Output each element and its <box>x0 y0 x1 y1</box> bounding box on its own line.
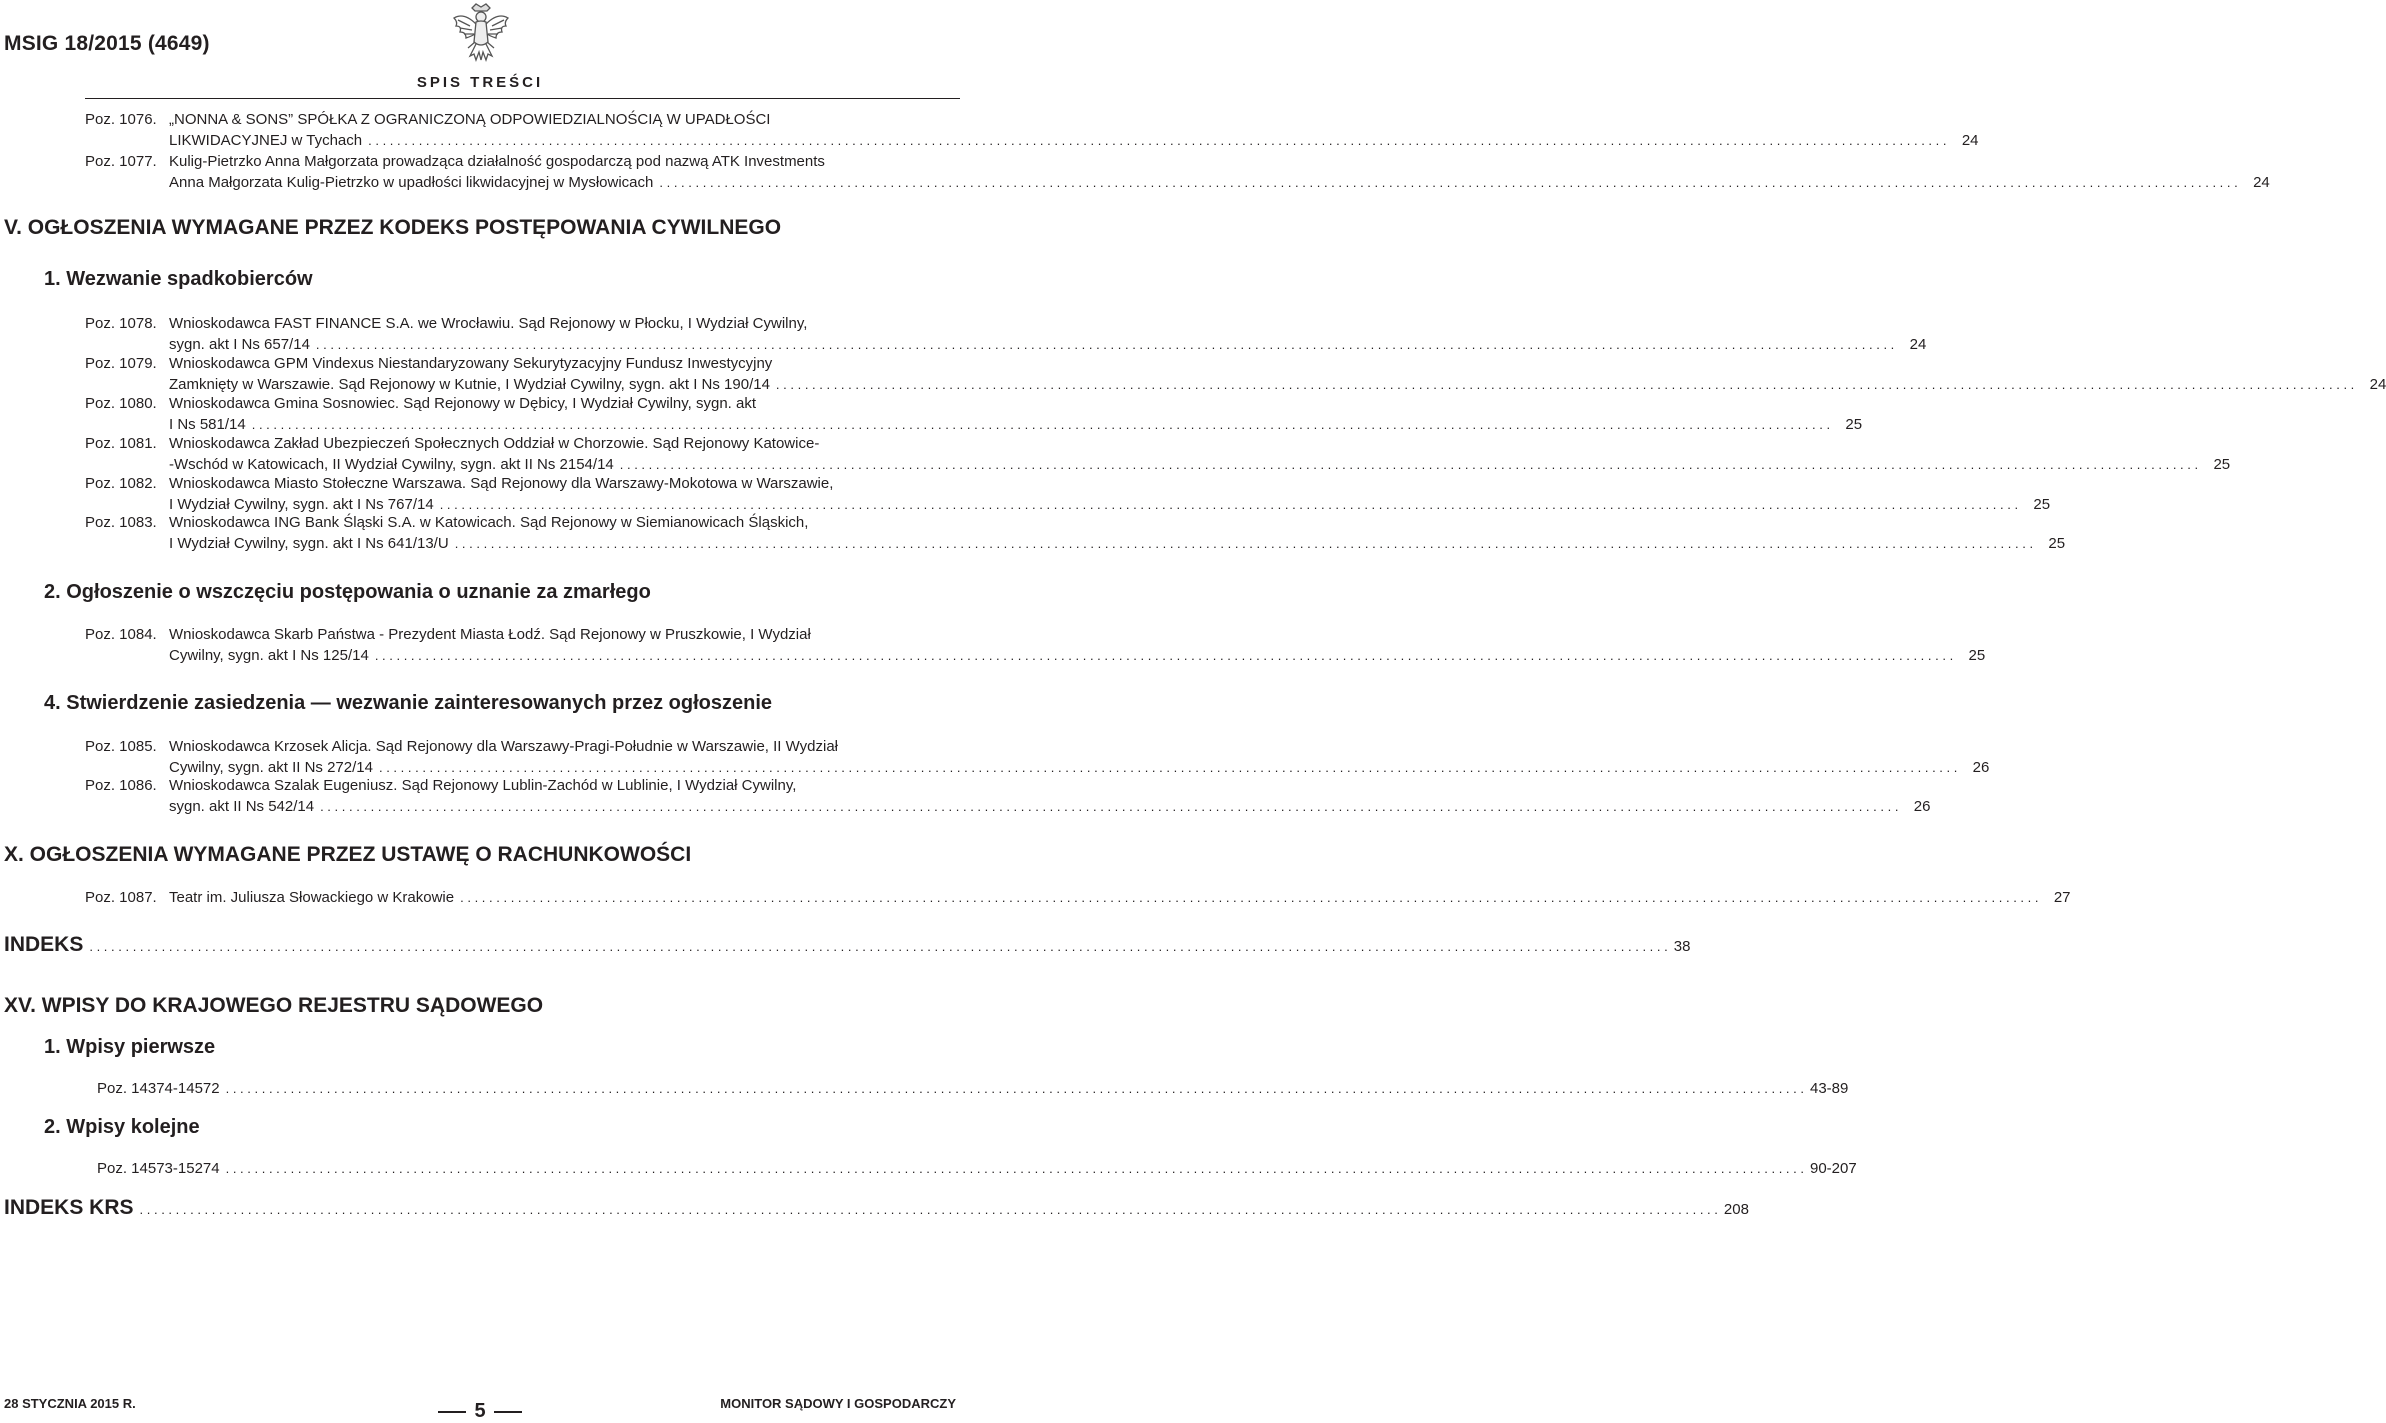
page-number: 24 <box>2369 376 2386 393</box>
toc-entry-1082[interactable] <box>85 473 2051 515</box>
leader-dots <box>140 1202 1718 1217</box>
toc-entry-1080[interactable] <box>85 393 1863 435</box>
dash-left <box>438 1411 466 1413</box>
indeks-krs-entry[interactable] <box>4 1196 1749 1220</box>
entry-text: LIKWIDACYJNEJ w Tychach <box>169 132 363 149</box>
leader-dots <box>659 172 2237 193</box>
entry-text: Wnioskodawca Gmina Sosnowiec. Sąd Rejonowy w Dębicy, I Wydział Cywilny, sygn. akt <box>169 395 757 412</box>
subsection-wezwanie-heading: 1. Wezwanie spadkobierców <box>44 268 313 290</box>
leader-dots <box>316 334 1894 355</box>
toc-entry-wpisy-pierwsze[interactable] <box>97 1078 1849 1099</box>
entry-text: Wnioskodawca ING Bank Śląski S.A. w Katowicach. Sąd Rejonowy w Siemianowicach Śląskich, <box>169 514 809 531</box>
page-number: 43-89 <box>1809 1080 1849 1097</box>
subsection-zasiedzenie-heading: 4. Stwierdzenie zasiedzenia — wezwanie zainteresowanych przez ogłoszenie <box>44 692 773 714</box>
entry-text: Wnioskodawca Skarb Państwa - Prezydent Miasta Łodź. Sąd Rejonowy w Pruszkowie, I Wydział <box>169 626 811 643</box>
leader-dots <box>252 414 1830 435</box>
entry-number: Poz. 14573-15274 <box>97 1160 220 1177</box>
entry-number: Poz. 1085. <box>85 738 157 755</box>
entry-number: Poz. 1077. <box>85 153 157 170</box>
entry-text: Wnioskodawca Zakład Ubezpieczeń Społecznych Oddział w Chorzowie. Sąd Rejonowy Katowice- <box>169 435 820 452</box>
entry-number: Poz. 1079. <box>85 355 157 372</box>
entry-text: Wnioskodawca Miasto Stołeczne Warszawa. Sąd Rejonowy dla Warszawy-Mokotowa w Warszawie, <box>169 475 834 492</box>
entry-text: I Wydział Cywilny, sygn. akt I Ns 767/14 <box>169 496 434 513</box>
leader-dots <box>89 939 1667 954</box>
entry-text: -Wschód w Katowicach, II Wydział Cywilny, sygn. akt II Ns 2154/14 <box>169 456 614 473</box>
entry-text: Wnioskodawca FAST FINANCE S.A. we Wrocławiu. Sąd Rejonowy w Płocku, I Wydział Cywilny, <box>169 315 808 332</box>
toc-entry-1084[interactable] <box>85 624 1986 666</box>
entry-text: sygn. akt I Ns 657/14 <box>169 336 310 353</box>
entry-number: Poz. 1081. <box>85 435 157 452</box>
entry-text: sygn. akt II Ns 542/14 <box>169 798 315 815</box>
publication-title: MSIG 18/2015 (4649) <box>4 32 210 55</box>
toc-entry-1078[interactable] <box>85 313 1927 355</box>
entry-text: „NONNA & SONS” SPÓŁKA Z OGRANICZONĄ ODPOWIEDZIALNOŚCIĄ W UPADŁOŚCI <box>169 111 771 128</box>
entry-text: Teatr im. Juliusza Słowackiego w Krakowie <box>169 889 455 906</box>
entry-text: Cywilny, sygn. akt II Ns 272/14 <box>169 759 373 776</box>
entry-text: Kulig-Pietrzko Anna Małgorzata prowadząca działalność gospodarczą pod nazwą ATK Investments <box>169 153 825 170</box>
leader-dots <box>226 1078 1804 1099</box>
footer-date: 28 STYCZNIA 2015 R. <box>4 1396 136 1411</box>
entry-text: Wnioskodawca Szalak Eugeniusz. Sąd Rejonowy Lublin-Zachód w Lublinie, I Wydział Cywilny, <box>169 777 797 794</box>
entry-text: Anna Małgorzata Kulig-Pietrzko w upadłości likwidacyjnej w Mysłowicach <box>169 174 654 191</box>
leader-dots <box>455 533 2033 554</box>
page-number-text: 5 <box>474 1400 486 1422</box>
leader-dots <box>368 130 1946 151</box>
leader-dots <box>460 887 2038 908</box>
page-number: 208 <box>1723 1201 1749 1218</box>
entry-number: Poz. 14374-14572 <box>97 1080 220 1097</box>
entry-number: Poz. 1076. <box>85 111 157 128</box>
toc-entry-1085[interactable] <box>85 736 1990 778</box>
toc-title: SPIS TREŚCI <box>416 74 544 91</box>
entry-number: Poz. 1087. <box>85 889 157 906</box>
entry-number: Poz. 1084. <box>85 626 157 643</box>
page-number: 25 <box>2048 535 2066 552</box>
toc-entry-1087[interactable] <box>85 887 2071 908</box>
leader-dots <box>620 454 2198 475</box>
page-number: 25 <box>2213 456 2231 473</box>
page-number: 24 <box>2253 174 2270 191</box>
entry-number: Poz. 1080. <box>85 395 157 412</box>
indeks-entry[interactable] <box>4 933 1691 957</box>
entry-text: I Ns 581/14 <box>169 416 246 433</box>
page-number: 25 <box>2033 496 2051 513</box>
page-number: 26 <box>1913 798 1931 815</box>
toc-entry-1076[interactable] <box>85 109 1979 151</box>
page-number: 38 <box>1673 938 1691 955</box>
toc-entry-1079[interactable] <box>85 353 2386 395</box>
page-number: 27 <box>2053 889 2071 906</box>
entry-text: Zamknięty w Warszawie. Sąd Rejonowy w Kutnie, I Wydział Cywilny, sygn. akt I Ns 190/14 <box>169 376 770 393</box>
page-number: 25 <box>1968 647 1986 664</box>
subsection-wpisy-kolejne-heading: 2. Wpisy kolejne <box>44 1116 200 1138</box>
section-x-heading: X. OGŁOSZENIA WYMAGANE PRZEZ USTAWĘ O RACHUNKOWOŚCI <box>4 843 692 866</box>
entry-text: Wnioskodawca GPM Vindexus Niestandaryzowany Sekurytyzacyjny Fundusz Inwestycyjny <box>169 355 773 372</box>
section-v-heading: V. OGŁOSZENIA WYMAGANE PRZEZ KODEKS POSTĘPOWANIA CYWILNEGO <box>4 216 782 239</box>
page-number: 25 <box>1845 416 1863 433</box>
entry-text: Wnioskodawca Krzosek Alicja. Sąd Rejonowy dla Warszawy-Pragi-Południe w Warszawie, II Wydział <box>169 738 838 755</box>
subsection-wpisy-pierwsze-heading: 1. Wpisy pierwsze <box>44 1036 216 1058</box>
entry-number: Poz. 1083. <box>85 514 157 531</box>
header-rule <box>85 98 960 99</box>
page-number: 24 <box>1909 336 1927 353</box>
entry-number: Poz. 1082. <box>85 475 157 492</box>
toc-entry-1077[interactable] <box>85 151 2270 193</box>
entry-text: I Wydział Cywilny, sygn. akt I Ns 641/13/U <box>169 535 449 552</box>
leader-dots <box>375 645 1953 666</box>
indeks-label: INDEKS <box>4 933 84 956</box>
dash-right <box>494 1411 522 1413</box>
entry-text: Cywilny, sygn. akt I Ns 125/14 <box>169 647 369 664</box>
polish-eagle-emblem <box>450 2 512 64</box>
entry-number: Poz. 1086. <box>85 777 157 794</box>
toc-entry-1081[interactable] <box>85 433 2231 475</box>
indeks-krs-label: INDEKS KRS <box>4 1196 134 1219</box>
page-number: 26 <box>1972 759 1990 776</box>
page-number: 24 <box>1961 132 1979 149</box>
entry-number: Poz. 1078. <box>85 315 157 332</box>
toc-entry-1086[interactable] <box>85 775 1931 817</box>
section-xv-heading: XV. WPISY DO KRAJOWEGO REJESTRU SĄDOWEGO <box>4 994 544 1017</box>
subsection-uznanie-heading: 2. Ogłoszenie o wszczęciu postępowania o uznanie za zmarłego <box>44 581 651 603</box>
page-number: 90-207 <box>1809 1160 1857 1177</box>
leader-dots <box>320 796 1898 817</box>
leader-dots <box>776 374 2354 395</box>
toc-entry-wpisy-kolejne[interactable] <box>97 1158 1857 1179</box>
toc-entry-1083[interactable] <box>85 512 2066 554</box>
leader-dots <box>226 1158 1804 1179</box>
footer-journal: MONITOR SĄDOWY I GOSPODARCZY <box>720 1396 956 1411</box>
